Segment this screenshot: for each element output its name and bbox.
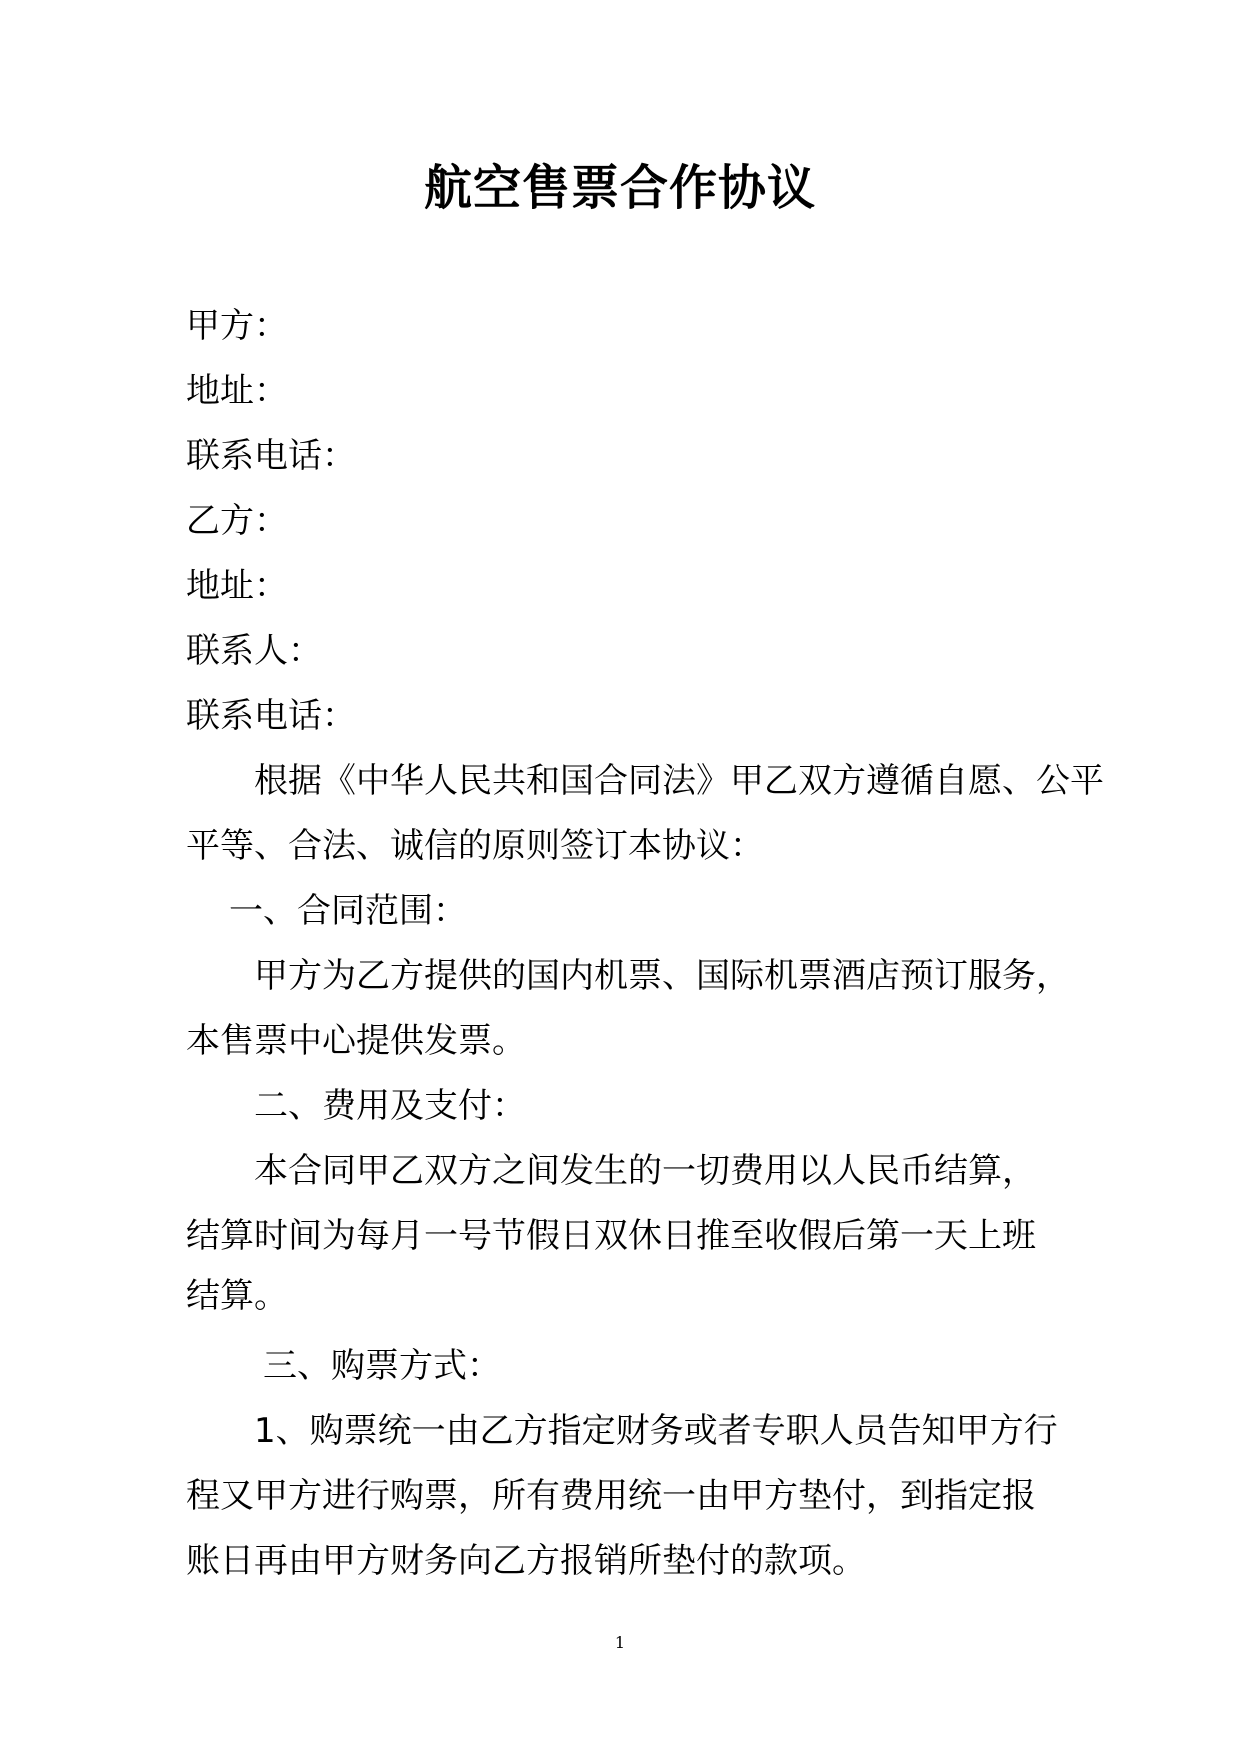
- document-title: 航空售票合作协议: [423, 160, 816, 216]
- party-a-phone-label: 联系电话：: [186, 436, 356, 476]
- section-3-heading: 三、购票方式：: [263, 1346, 501, 1386]
- party-b-label: 乙方：: [186, 501, 288, 541]
- page-number: 1: [614, 1633, 626, 1652]
- section-3-line-3: 账日再由甲方财务向乙方报销所垫付的款项。: [186, 1541, 866, 1581]
- party-a-label: 甲方：: [186, 306, 288, 346]
- section-1-heading: 一、合同范围：: [229, 891, 467, 931]
- party-a-address-label: 地址：: [186, 371, 288, 411]
- party-b-address-label: 地址：: [186, 566, 288, 606]
- section-2-line-1: 本合同甲乙双方之间发生的一切费用以人民币结算，: [254, 1151, 1036, 1191]
- section-3-line-1: 1、购票统一由乙方指定财务或者专职人员告知甲方行: [254, 1411, 1058, 1451]
- party-b-contact-label: 联系人：: [186, 631, 322, 671]
- section-3-line-2: 程又甲方进行购票，所有费用统一由甲方垫付，到指定报: [186, 1476, 1036, 1516]
- section-2-line-3: 结算。: [186, 1276, 288, 1316]
- intro-line-2: 平等、合法、诚信的原则签订本协议：: [186, 826, 764, 866]
- section-2-heading: 二、费用及支付：: [254, 1086, 526, 1126]
- party-b-phone-label: 联系电话：: [186, 696, 356, 736]
- section-1-line-2: 本售票中心提供发票。: [186, 1021, 526, 1061]
- section-1-line-1: 甲方为乙方提供的国内机票、国际机票酒店预订服务，: [254, 956, 1070, 996]
- section-2-line-2: 结算时间为每月一号节假日双休日推至收假后第一天上班: [186, 1216, 1036, 1256]
- intro-line-1: 根据《中华人民共和国合同法》甲乙双方遵循自愿、公平: [254, 761, 1104, 801]
